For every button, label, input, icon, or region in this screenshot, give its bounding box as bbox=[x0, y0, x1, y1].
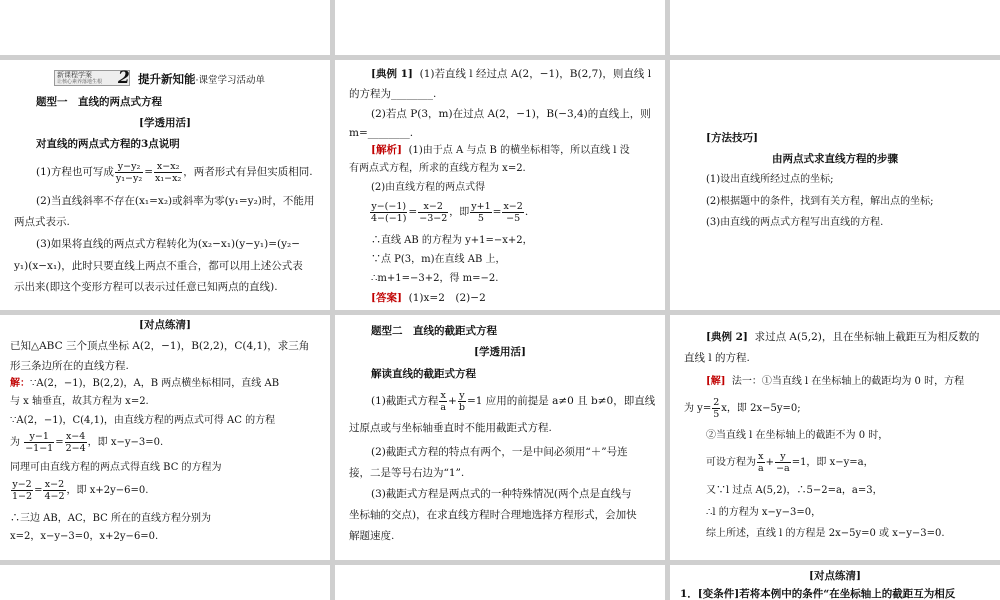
slide-practice-1 bbox=[0, 315, 330, 560]
intercept-point-1-line-2: 过原点或与坐标轴垂直时不能用截距式方程. bbox=[349, 422, 552, 434]
practice-solution-line-7: ∴三边 AB，AC，BC 所在的直线方程分别为 bbox=[10, 513, 211, 524]
slide-bottom-middle bbox=[335, 565, 665, 600]
slide-example-1 bbox=[335, 60, 665, 310]
practice-solution-line-1: 解：∵A(2，−1)，B(2,2)，A，B 两点横坐标相同，直线 AB bbox=[10, 378, 280, 389]
practice-question-line-2: 形三条边所在的直线方程. bbox=[10, 360, 129, 372]
example-2-method-1-line-2: 为 y= $\frac{2}{5}$ x，即 2x−5y=0; bbox=[684, 397, 801, 420]
intercept-point-2-line-1: (2)截距式方程的特点有两个，一是中间必须用“＋”号连 bbox=[371, 446, 628, 458]
example-2-line-4: ∴l 的方程为 x−y−3=0， bbox=[706, 507, 822, 518]
slide-example-2 bbox=[670, 315, 1000, 560]
example-1-question-2: (2)若点 P(3，m)在过点 A(2，−1)，B(−3,4)的直线上，则 bbox=[371, 108, 651, 120]
point-2-line-1: (2)当直线斜率不存在(x₁=x₂)或斜率为零(y₁=y₂)时，不能用 bbox=[36, 195, 315, 207]
type-heading: 题型一 直线的两点式方程 bbox=[36, 96, 162, 108]
practice-label-2: [对点练清] bbox=[809, 570, 861, 582]
example-2-method-1: [解] 法一：①当直线 l 在坐标轴上的截距均为 0 时，方程 bbox=[706, 376, 965, 387]
point-1: (1)方程也可写成 $\frac{\text{y−y₂}}{\text{y₁−y₂}}$ = $\frac{\text{x−x₂}}{\text{x₁−x₂}}$ ，两者形式有异但实质相同. bbox=[36, 160, 313, 184]
sub-heading: 对直线的两点式方程的3点说明 bbox=[36, 138, 180, 150]
slide-top-middle bbox=[335, 0, 665, 55]
sub-heading-2: 解读直线的截距式方程 bbox=[371, 368, 476, 380]
example-2-case-2: ②当直线 l 在坐标轴上的截距不为 0 时， bbox=[706, 430, 889, 441]
point-2-line-2: 两点式表示. bbox=[14, 216, 70, 228]
practice-solution-line-5: 同理可由直线方程的两点式得直线 BC 的方程为 bbox=[10, 462, 222, 473]
two-point-equation: $\frac{y-(-1)}{4-(-1)}$ = $\frac{x-2}{-3-2}$ ，即 $\frac{y+1}{5}$ = $\frac{x-2}{-5}$ . bbox=[371, 200, 529, 224]
method-step-2: (2)根据题中的条件，找到有关方程，解出点的坐标; bbox=[706, 196, 934, 207]
point-3-line-2: y₁)(x−x₁)，此时只要直线上两点不重合，都可以用上述公式表 bbox=[14, 260, 303, 272]
solution-line-1: [解析] (1)由于点 A 与点 B 的横坐标相等，所以直线 l 没 bbox=[371, 144, 630, 156]
slide-two-point-form-notes bbox=[0, 60, 330, 310]
study-label-2: [学透用活] bbox=[474, 346, 526, 358]
type-heading-2: 题型二 直线的截距式方程 bbox=[371, 325, 497, 337]
example-1-question-1-line-2: 的方程为________. bbox=[349, 88, 437, 100]
study-label: [学透用活] bbox=[139, 117, 191, 129]
slide-bottom-left bbox=[0, 565, 330, 600]
solution-line-2: 有两点式方程，所求的直线方程为 x=2. bbox=[349, 163, 526, 174]
variant-question-line-1: 1．[变条件]若将本例中的条件“在坐标轴上的截距互为相反 bbox=[680, 588, 956, 600]
intercept-point-3-line-1: (3)截距式方程是两点式的一种特殊情况(两个点是直线与 bbox=[371, 488, 632, 500]
slide-intercept-form-notes bbox=[335, 315, 665, 560]
example-1-question-1: [典例 1] (1)若直线 l 经过点 A(2，−1)，B(2,7)，则直线 l bbox=[371, 68, 652, 80]
slide-bottom-right bbox=[670, 565, 1000, 600]
example-2-line-3: 又∵l 过点 A(5,2)，∴5−2=a，a=3， bbox=[706, 485, 883, 496]
example-1-question-2-line-2: m=________. bbox=[349, 127, 414, 139]
slide-top-left bbox=[0, 0, 330, 55]
intercept-point-2-line-2: 接，二是等号右边为“1”. bbox=[349, 467, 465, 479]
method-step-1: (1)设出直线所经过点的坐标; bbox=[706, 174, 834, 185]
solution-line-m: ∴m+1=−3+2，得 m=−2. bbox=[371, 273, 499, 284]
example-2-question: [典例 2] 求过点 A(5,2)，且在坐标轴上截距互为相反数的 bbox=[706, 331, 980, 343]
practice-bc-equation: $\frac{y-2}{1-2}$ = $\frac{x-2}{4-2}$ ，即 x+2y−6=0. bbox=[12, 479, 149, 502]
practice-question-line-1: 已知△ABC 三个顶点坐标 A(2，−1)，B(2,2)，C(4,1)，求三角 bbox=[10, 340, 310, 352]
practice-label: [对点练清] bbox=[139, 319, 191, 331]
example-2-case-2-equation: 可设方程为 $\frac{x}{a}$ + $\frac{y}{-a}$ =1，即 x−y=a， bbox=[706, 451, 874, 474]
point-3-line-3: 示出来(即这个变形方程可以表示过任意已知两点的直线). bbox=[14, 281, 278, 293]
intercept-point-3-line-3: 解题速度. bbox=[349, 530, 395, 542]
example-2-conclusion: 综上所述，直线 l 的方程是 2x−5y=0 或 x−y−3=0. bbox=[706, 528, 945, 539]
solution-line-p: ∵点 P(3，m)在直线 AB 上， bbox=[371, 254, 506, 265]
section-title: 提升新知能·课堂学习活动单 bbox=[138, 72, 266, 86]
slide-top-right bbox=[670, 0, 1000, 55]
intercept-point-3-line-2: 坐标轴的交点)，在求直线方程时合理地选择方程形式，会加快 bbox=[349, 509, 637, 521]
solution-line-ab: ∴直线 AB 的方程为 y+1=−x+2， bbox=[371, 235, 533, 246]
slide-method-tips bbox=[670, 60, 1000, 310]
practice-solution-line-8: x=2，x−y−3=0，x+2y−6=0. bbox=[10, 531, 159, 542]
practice-solution-line-3: ∵A(2，−1)，C(4,1)，由直线方程的两点式可得 AC 的方程 bbox=[10, 415, 276, 426]
point-3-line-1: (3)如果将直线的两点式方程转化为(x₂−x₁)(y−y₁)=(y₂− bbox=[36, 238, 301, 250]
method-title: 由两点式求直线方程的步骤 bbox=[772, 153, 898, 165]
course-logo-badge: 新课程学案 让核心素养落地生根 2 bbox=[54, 70, 130, 86]
intercept-point-1: (1)截距式方程 $\frac{x}{a}$ + $\frac{y}{b}$ =1 应用的前提是 a≠0 且 b≠0，即直线 bbox=[371, 389, 656, 413]
answer-line: [答案] (1)x=2 (2)−2 bbox=[371, 292, 486, 304]
practice-solution-line-2: 与 x 轴垂直，故其方程为 x=2. bbox=[10, 396, 149, 407]
example-2-question-line-2: 直线 l 的方程. bbox=[684, 352, 750, 364]
method-label: [方法技巧] bbox=[706, 132, 758, 144]
solution-part-2: (2)由直线方程的两点式得 bbox=[371, 182, 486, 193]
practice-ac-equation: 为 $\frac{y-1}{-1-1}$ = $\frac{x-4}{2-4}$ ，即 x−y−3=0. bbox=[10, 431, 164, 454]
method-step-3: (3)由直线的两点式方程写出直线的方程. bbox=[706, 217, 884, 228]
